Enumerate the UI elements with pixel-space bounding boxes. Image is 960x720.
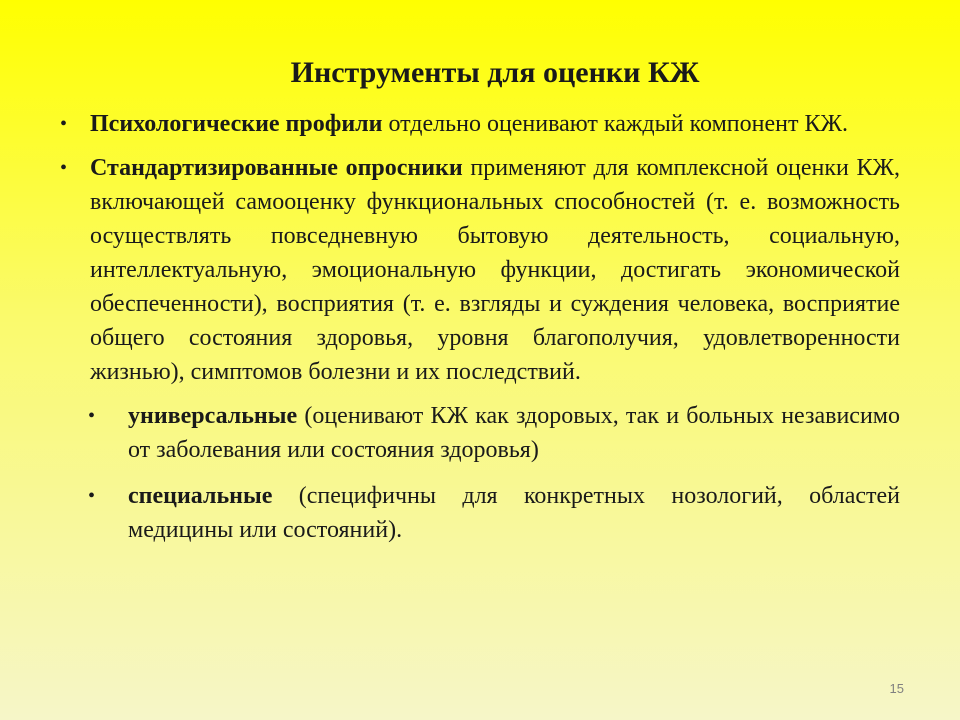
sub-bullet-list — [60, 399, 900, 547]
bullet-bold: Психологические профили — [90, 111, 383, 137]
page-number: 15 — [889, 681, 904, 696]
sub-bullet-item-universal — [60, 399, 900, 467]
sub-bullet-text: (специфичны для конкретных нозологий, областей медицины или состояний). — [128, 483, 900, 543]
sub-bullet-text: (оценивают КЖ как здоровых, так и больных независимо от заболевания или состояния здоровья) — [128, 403, 900, 463]
bullet-icon: • — [60, 157, 68, 179]
bullet-text: отдельно оценивают каждый компонент КЖ. — [382, 111, 848, 137]
bullet-icon: • — [60, 113, 68, 135]
sub-bullet-item-special — [60, 479, 900, 547]
slide-content — [60, 107, 900, 559]
sub-bullet-bold: универсальные — [128, 403, 298, 429]
bullet-item-standardized-questionnaires — [60, 151, 900, 389]
sub-bullet-bold: специальные — [128, 483, 273, 509]
bullet-item-psychological-profiles — [60, 107, 900, 141]
bullet-icon: • — [88, 405, 96, 427]
slide-title: Инструменты для оценки КЖ — [290, 56, 700, 89]
bullet-text: применяют для комплексной оценки КЖ, включающей самооценку функциональных способностей (т. е. возможность осуществлять повседневную бытовую деятельность, социальную, интеллектуальную, эмоциональную функции, достигать экономической обеспеченности), восприятия (т. е. взгляды и суждения человека, восприятие общего состояния здоровья, уровня благополучия, удовлетворенности жизнью), симптомов болезни и их последствий. — [90, 155, 900, 385]
bullet-icon: • — [88, 485, 96, 507]
bullet-bold: Стандартизированные опросники — [90, 155, 463, 181]
